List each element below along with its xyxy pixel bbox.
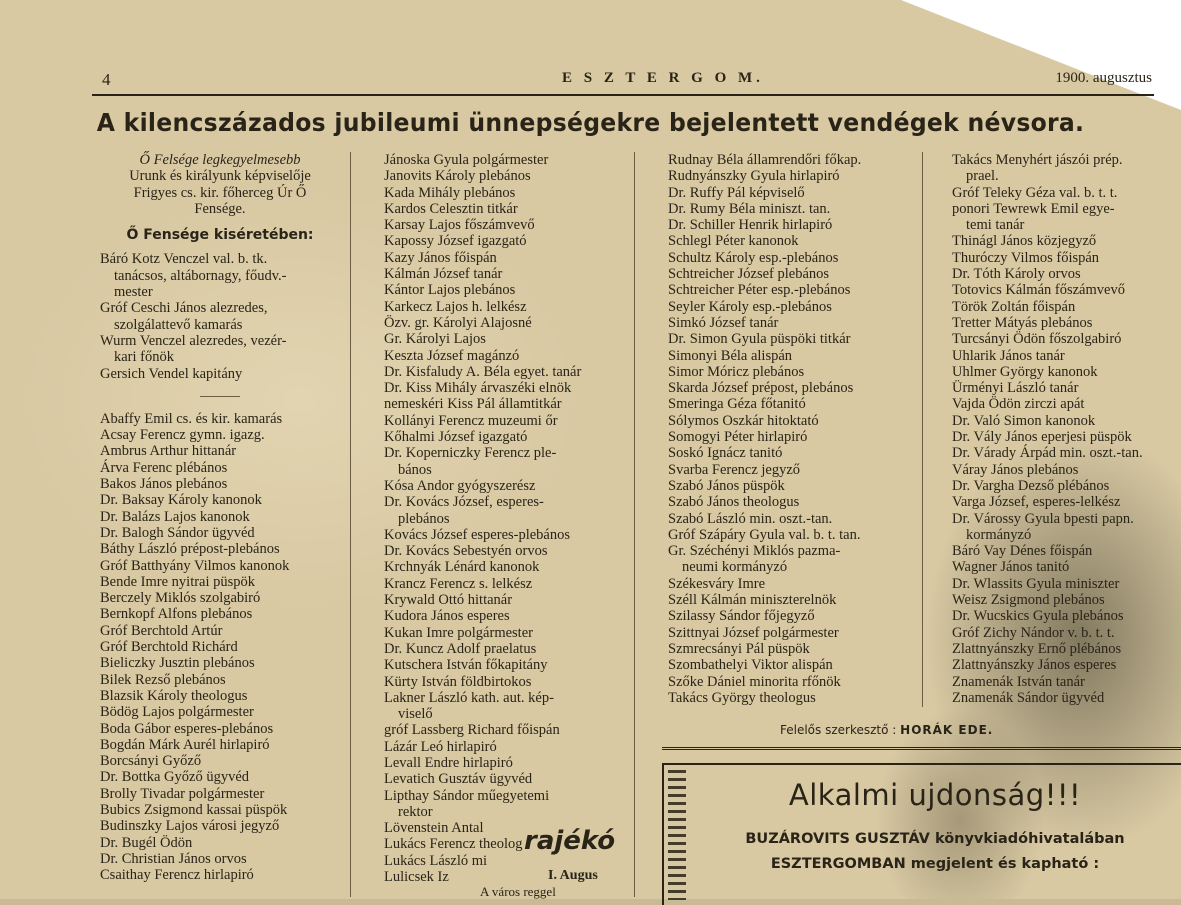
- list-item: Smeringa Géza főtanitó: [668, 396, 806, 413]
- list-item: Totovics Kálmán főszámvevő: [952, 282, 1125, 299]
- list-item: Blazsik Károly theologus: [100, 687, 248, 704]
- list-item: Gróf Berchtold Richárd: [100, 639, 238, 656]
- list-item: Lipthay Sándor műegyetemi: [384, 787, 550, 804]
- list-item: prael.: [966, 168, 999, 185]
- list-item: Wagner János tanitó: [952, 559, 1070, 576]
- list-item: mester: [114, 284, 153, 301]
- list-item: Bödög Lajos polgármester: [100, 704, 254, 721]
- list-item: rektor: [398, 803, 433, 820]
- list-item: Kántor Lajos plebános: [384, 282, 516, 299]
- list-item: Kardos Celesztin titkár: [384, 200, 518, 217]
- page-header: [92, 66, 1152, 92]
- list-item: Szabó János theologus: [668, 494, 800, 511]
- list-item: Gróf Ceschi János alezredes,: [100, 300, 268, 317]
- list-item: Dr. Kovács József, esperes-: [384, 494, 544, 511]
- list-item: Simor Móricz plebános: [668, 363, 805, 380]
- issue-date: 1900. augusztus: [1055, 70, 1152, 86]
- intro-line: Urunk és királyunk képviselője: [129, 168, 311, 185]
- list-item: Dr. Wucskics Gyula plebános: [952, 608, 1124, 625]
- ad-title: Alkalmi ujdonság!!!: [788, 778, 1082, 812]
- list-item: Széll Kálmán miniszterelnök: [668, 592, 837, 609]
- list-item: Znamenák Sándor ügyvéd: [952, 689, 1105, 706]
- column-divider: [350, 152, 351, 897]
- list-item: Kósa Andor gyógyszerész: [384, 477, 536, 494]
- column-2: [384, 152, 624, 885]
- list-item: Gróf Teleky Géza val. b. t. t.: [952, 184, 1118, 201]
- column-4: [952, 152, 1177, 706]
- list-item: Dr. Tóth Károly orvos: [952, 266, 1081, 283]
- list-item: Lukács László mi: [384, 852, 488, 869]
- list-item: Kutschera István főkapitány: [384, 657, 548, 674]
- list-item: Dr. Kovács Sebestyén orvos: [384, 543, 548, 560]
- list-item: Dr. Vály János eperjesi püspök: [952, 429, 1132, 446]
- ad-rule: [662, 747, 1181, 750]
- list-item: Wurm Venczel alezredes, vezér-: [100, 332, 287, 349]
- list-item: Dr. Rumy Béla miniszt. tan.: [668, 200, 831, 217]
- list-item: Árva Ferenc plébános: [100, 459, 228, 476]
- list-item: Kazy János főispán: [384, 249, 497, 266]
- list-item: Varga József, esperes-lelkész: [952, 494, 1121, 511]
- list-item: Dr. Koperniczky Ferencz ple-: [384, 445, 557, 462]
- list-item: Bakos János plebános: [100, 476, 228, 493]
- list-item: Lázár Leó hirlapiró: [384, 738, 497, 755]
- list-item: kormányzó: [966, 526, 1032, 543]
- list-item: Dr. Való Simon kanonok: [952, 412, 1096, 429]
- list-item: Schtreicher Péter esp.-plebános: [668, 282, 851, 299]
- list-item: Dr. Várossy Gyula bpesti papn.: [952, 510, 1134, 527]
- list-item: gróf Lassberg Richard főispán: [384, 722, 560, 739]
- list-item: Lukács Ferencz theolog: [384, 836, 523, 853]
- list-item: Bogdán Márk Aurél hirlapiró: [100, 736, 270, 753]
- list-item: Székesváry Imre: [668, 575, 766, 592]
- list-item: Soskó Ignácz tanitó: [668, 445, 783, 462]
- list-item: Bilek Rezső plebános: [100, 671, 226, 688]
- list-item: Sólymos Oszkár hitoktató: [668, 412, 819, 429]
- list-item: Dr. Balázs Lajos kanonok: [100, 508, 250, 525]
- ad-publisher-line: BUZÁROVITS GUSZTÁV könyvkiadóhivatalában: [745, 831, 1125, 847]
- list-item: Takács Menyhért jászói prép.: [952, 152, 1123, 168]
- header-rule: [92, 94, 1154, 96]
- list-item: Bubics Zsigmond kassai püspök: [100, 801, 288, 818]
- list-item: Dr. Kisfaludy A. Béla egyet. tanár: [384, 363, 582, 380]
- list-item: Turcsányi Ödön főszolgabiró: [952, 331, 1122, 348]
- list-item: Weisz Zsigmond plebános: [952, 592, 1105, 609]
- list-item: Szabó János püspök: [668, 477, 785, 494]
- list-item: Szilassy Sándor főjegyző: [668, 608, 815, 625]
- list-item: Dr. Kuncz Adolf praelatus: [384, 640, 537, 657]
- list-item: Simonyi Béla alispán: [668, 347, 793, 364]
- column-divider: [922, 152, 923, 707]
- list-item: Szombathelyi Viktor alispán: [668, 657, 833, 674]
- list-item: Znamenák István tanár: [952, 673, 1085, 690]
- list-item: Kada Mihály plebános: [384, 184, 516, 201]
- list-item: Dr. Vargha Dezső plébános: [952, 477, 1110, 494]
- list-item: Uhlmer György kanonok: [952, 363, 1098, 380]
- list-item: Bende Imre nyitrai püspök: [100, 573, 256, 590]
- list-item: Kürty István földbirtokos: [384, 673, 532, 690]
- masthead: E S Z T E R G O M.: [562, 70, 764, 86]
- list-item: Skarda József prépost, plebános: [668, 380, 854, 397]
- list-item: Lulicsek Iz: [384, 869, 449, 886]
- escort-heading: Ő Fensége kiséretében:: [126, 227, 314, 244]
- list-item: Jánoska Gyula polgármester: [384, 152, 549, 168]
- list-item: Kálmán József tanár: [384, 266, 503, 283]
- list-item: Lakner László kath. aut. kép-: [384, 689, 554, 706]
- list-item: viselő: [398, 706, 433, 723]
- list-item: Szőke Dániel minorita rfőnök: [668, 673, 841, 690]
- intro-line: Frigyes cs. kir. főherceg Úr Ő: [133, 184, 307, 201]
- list-item: Csaithay Ferencz hirlapiró: [100, 867, 254, 884]
- list-item: Dr. Balogh Sándor ügyvéd: [100, 524, 255, 541]
- list-item: kari főnök: [114, 349, 174, 366]
- intro-text: Ő Felsége legkegyelmesebb: [139, 152, 301, 168]
- list-item: Szmrecsányi Pál püspök: [668, 640, 810, 657]
- list-item: Dr. Várady Árpád min. oszt.-tan.: [952, 445, 1143, 462]
- list-item: Boda Gábor esperes-plebános: [100, 720, 274, 737]
- list-item: Svarba Ferencz jegyző: [668, 461, 801, 478]
- headline: A kilencszázados jubileumi ünnepségekre bejelentett vendégek névsora.: [96, 108, 1085, 137]
- list-item: Rudnyánszky Gyula hirlapiró: [668, 168, 840, 185]
- list-item: Gróf Szápáry Gyula val. b. t. tan.: [668, 526, 861, 543]
- list-item: Ambrus Arthur hittanár: [100, 443, 237, 460]
- list-item: Schlegl Péter kanonok: [668, 233, 799, 250]
- list-item: Dr. Bugél Ödön: [100, 834, 193, 851]
- list-item: Vajda Ödön zirczi apát: [952, 396, 1085, 413]
- list-item: Kollányi Ferencz muzeumi őr: [384, 412, 558, 429]
- list-item: Dr. Ruffy Pál képviselő: [668, 184, 805, 201]
- list-item: Brolly Tivadar polgármester: [100, 785, 265, 802]
- list-item: Dr. Wlassits Gyula miniszter: [952, 575, 1120, 592]
- list-item: Zlattnyánszky János esperes: [952, 657, 1117, 674]
- list-item: Török Zoltán főispán: [952, 298, 1076, 315]
- ad-location-line: ESZTERGOMBAN megjelent és kapható :: [770, 856, 1100, 872]
- list-item: Schtreicher József plebános: [668, 266, 830, 283]
- list-item: Tretter Mátyás plebános: [952, 314, 1093, 331]
- column-1: [100, 152, 340, 883]
- list-item: Berczely Miklós szolgabiró: [100, 590, 261, 607]
- list-item: Abaffy Emil cs. és kir. kamarás: [100, 410, 283, 427]
- bleed-through-text: A város reggel: [480, 884, 556, 899]
- list-item: Dr. Christian János orvos: [100, 850, 247, 867]
- bleed-through-text: I. Augus: [548, 868, 598, 883]
- list-item: Báró Kotz Venczel val. b. tk.: [100, 251, 268, 268]
- list-item: Bernkopf Alfons plebános: [100, 606, 253, 623]
- bleed-through-text: rajékó: [524, 826, 616, 856]
- list-item: Somogyi Péter hirlapiró: [668, 429, 808, 446]
- list-item: neumi kormányzó: [682, 559, 788, 576]
- list-item: Rudnay Béla államrendőri főkap.: [668, 152, 862, 168]
- intro-line: Fensége.: [194, 200, 246, 217]
- list-item: tanácsos, altábornagy, főudv.-: [114, 267, 287, 284]
- list-item: Krchnyák Lénárd kanonok: [384, 559, 540, 576]
- list-item: Karkecz Lajos h. lelkész: [384, 298, 527, 315]
- list-item: Ürményi László tanár: [952, 380, 1079, 397]
- intro-line: [100, 152, 340, 168]
- list-item: Gróf Zichy Nándor v. b. t. t.: [952, 624, 1115, 641]
- editor-credit: [780, 723, 993, 737]
- list-item: Levall Endre hirlapiró: [384, 754, 513, 771]
- list-item: Budinszky Lajos városi jegyző: [100, 818, 280, 835]
- list-item: Thuróczy Vilmos főispán: [952, 249, 1100, 266]
- list-item: Karsay Lajos főszámvevő: [384, 217, 535, 234]
- list-item: nemeskéri Kiss Pál államtitkár: [384, 396, 562, 413]
- list-item: szolgálattevő kamarás: [114, 316, 243, 333]
- list-item: Zlattnyánszky Ernő plébános: [952, 640, 1122, 657]
- list-item: Kudora János esperes: [384, 608, 510, 625]
- list-item: Keszta József magánzó: [384, 347, 520, 364]
- list-item: Dr. Schiller Henrik hirlapiró: [668, 217, 833, 234]
- list-item: Takács György theologus: [668, 689, 816, 706]
- list-item: Gróf Batthyány Vilmos kanonok: [100, 557, 290, 574]
- list-item: bános: [398, 461, 432, 478]
- list-item: Simkó József tanár: [668, 314, 779, 331]
- list-item: Gersich Vendel kapitány: [100, 365, 243, 382]
- list-item: Dr. Simon Gyula püspöki titkár: [668, 331, 851, 348]
- list-item: Lövenstein Antal: [384, 820, 484, 837]
- editor-name: HORÁK EDE.: [900, 723, 994, 737]
- editor-label: Felelős szerkesztő :: [780, 723, 897, 737]
- list-item: Báthy László prépost-plebános: [100, 541, 280, 558]
- list-item: Váray János plebános: [952, 461, 1079, 478]
- list-item: Dr. Baksay Károly kanonok: [100, 492, 262, 509]
- intro-block: [100, 152, 340, 217]
- list-item: ponori Tewrewk Emil egye-: [952, 200, 1115, 217]
- list-item: Acsay Ferencz gymn. igazg.: [100, 427, 265, 444]
- list-item: Báró Vay Dénes főispán: [952, 543, 1093, 560]
- list-item: Dr. Kiss Mihály árvaszéki elnök: [384, 380, 572, 397]
- list-item: Özv. gr. Károlyi Alajosné: [384, 314, 532, 331]
- list-item: Seyler Károly esp.-plebános: [668, 298, 832, 315]
- list-item: Gróf Berchtold Artúr: [100, 622, 223, 639]
- list-item: Kapossy József igazgató: [384, 233, 527, 250]
- list-item: plebános: [398, 510, 450, 527]
- column-divider: [634, 152, 635, 897]
- list-item: Thinágl János közjegyző: [952, 233, 1097, 250]
- list-item: Uhlarik János tanár: [952, 347, 1065, 364]
- list-item: Gr. Széchényi Miklós pazma-: [668, 543, 841, 560]
- list-item: Szittnyai József polgármester: [668, 624, 839, 641]
- list-item: Dr. Bottka Győző ügyvéd: [100, 769, 250, 786]
- list-item: Kőhalmi József igazgató: [384, 429, 528, 446]
- page-number: 4: [102, 70, 111, 89]
- section-divider: [200, 396, 240, 397]
- list-item: Schultz Károly esp.-plebános: [668, 249, 839, 266]
- list-item: Kukan Imre polgármester: [384, 624, 533, 641]
- list-item: Bieliczky Jusztin plebános: [100, 655, 255, 672]
- ornamental-border: [668, 770, 686, 900]
- list-item: Szabó László min. oszt.-tan.: [668, 510, 833, 527]
- list-item: Levatich Gusztáv ügyvéd: [384, 771, 533, 788]
- list-item: Kovács József esperes-plebános: [384, 526, 571, 543]
- list-item: Krancz Ferencz s. lelkész: [384, 575, 533, 592]
- list-item: Borcsányi Győző: [100, 753, 202, 770]
- list-item: Janovits Károly plebános: [384, 168, 531, 185]
- column-3: [668, 152, 913, 706]
- list-item: temi tanár: [966, 217, 1025, 234]
- list-item: Gr. Károlyi Lajos: [384, 331, 486, 348]
- list-item: Krywald Ottó hittanár: [384, 592, 513, 609]
